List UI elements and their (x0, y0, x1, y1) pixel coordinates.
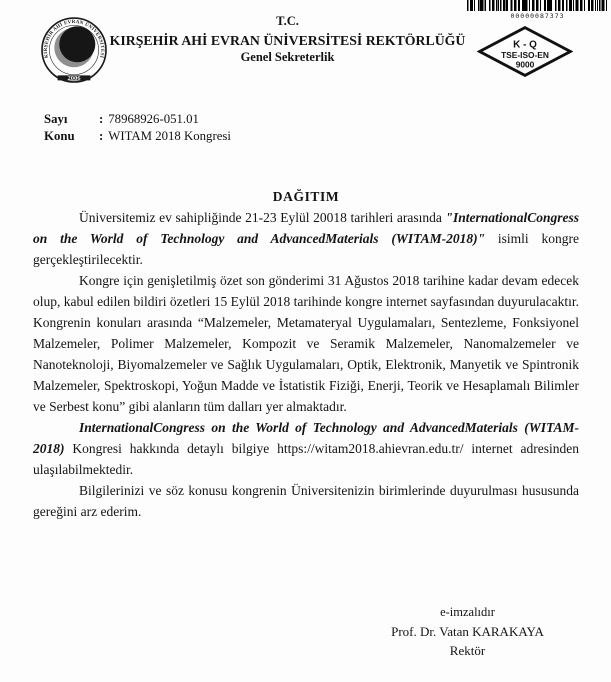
signer-name: Prof. Dr. Vatan KARAKAYA (391, 624, 544, 639)
seal-year: 2006 (67, 74, 81, 82)
seal-ring-text: KIRŞEHİR AHİ EVRAN ÜNİVERSİTESİ (43, 19, 105, 59)
p1-text-pre: Üniversitemiz ev sahipliğinde 21-23 Eylül 20018 tarihleri arasında (79, 210, 446, 225)
document-meta (44, 111, 231, 145)
meta-row-konu (44, 128, 231, 145)
cert-line3: 9000 (515, 59, 535, 70)
tse-diamond-icon (477, 26, 573, 77)
letterhead-tc: T.C. (276, 14, 299, 28)
paragraph-1 (33, 207, 579, 270)
signature-block (350, 603, 585, 660)
letterhead-department: Genel Sekreterlik (240, 49, 335, 64)
paragraph-3 (33, 417, 579, 480)
paragraph-2: Kongre için genişletilmiş özet son gönderimi 31 Ağustos 2018 tarihine kadar devam edecek olup, kabul edilen bildiri özetleri 15 Eylül 2018 tarihinde kongre internet sayfasından duyurulacaktır. Kongrenin konuları arasında “Malzemeler, Metamateryal Uygulamaları, Sentezleme, Fonksiyonel Malzemeler, Polimer Malzemeler, Kompozit ve Seramik Malzemeler, Nanomalzemeler ve Nanoteknoloji, Biyomalzemeler ve Sağlık Uygulamaları, Optik, Elektronik, Manyetik ve Spintronik Malzemeler, Spektroskopi, Yoğun Madde ve İstatistik Fiziği, Enerji, Teorik ve Hesaplamalı Bilimler ve Serbest konu” gibi alanların tüm dalları yer almaktadır. (33, 273, 579, 414)
tse-certification-logo (477, 26, 573, 82)
p1-text-post: isimli kongre gerçekleştirilecektir. (33, 231, 580, 267)
congress-url: https://witam2018.ahievran.edu.tr/ (277, 441, 464, 456)
meta-row-sayi (44, 111, 231, 128)
p1-congress-name: "InternationalCongress on the World of Technology and AdvancedMaterials (WITAM-2018)" (33, 210, 579, 246)
letterhead (100, 14, 475, 65)
document-barcode (467, 0, 608, 20)
sayi-separator: : (99, 112, 104, 126)
konu-label: Konu (44, 129, 75, 143)
sayi-value: 78968926-051.01 (108, 112, 199, 126)
paragraph-4: Bilgilerinizi ve söz konusu kongrenin Üniversitenizin birimlerinde duyurulması hususunda gereğini arz ederim. (33, 483, 579, 519)
letterhead-university: KIRŞEHİR AHİ EVRAN ÜNİVERSİTESİ REKTÖRLÜĞÜ (109, 32, 466, 48)
cert-line1: K - Q (513, 39, 537, 51)
p3-text-post: internet adresinden ulaşılabilmektedir. (33, 441, 579, 477)
konu-value: WITAM 2018 Kongresi (108, 129, 231, 143)
signer-title: Rektör (449, 643, 486, 658)
konu-separator: : (99, 129, 104, 143)
letter-body (33, 186, 579, 522)
p3-text-mid: Kongresi hakkında detaylı bilgiye (64, 441, 278, 456)
barcode-number: 00000087373 (510, 12, 565, 20)
cert-line2: TSE-ISO-EN (501, 49, 549, 60)
p3-congress-name: InternationalCongress on the World of Technology and AdvancedMaterials (WITAM-2018) (33, 420, 579, 456)
distribution-title: DAĞITIM (272, 189, 340, 204)
sayi-label: Sayı (44, 112, 68, 126)
e-signature-note: e-imzalıdır (440, 605, 495, 619)
barcode-bars-icon (467, 0, 608, 11)
